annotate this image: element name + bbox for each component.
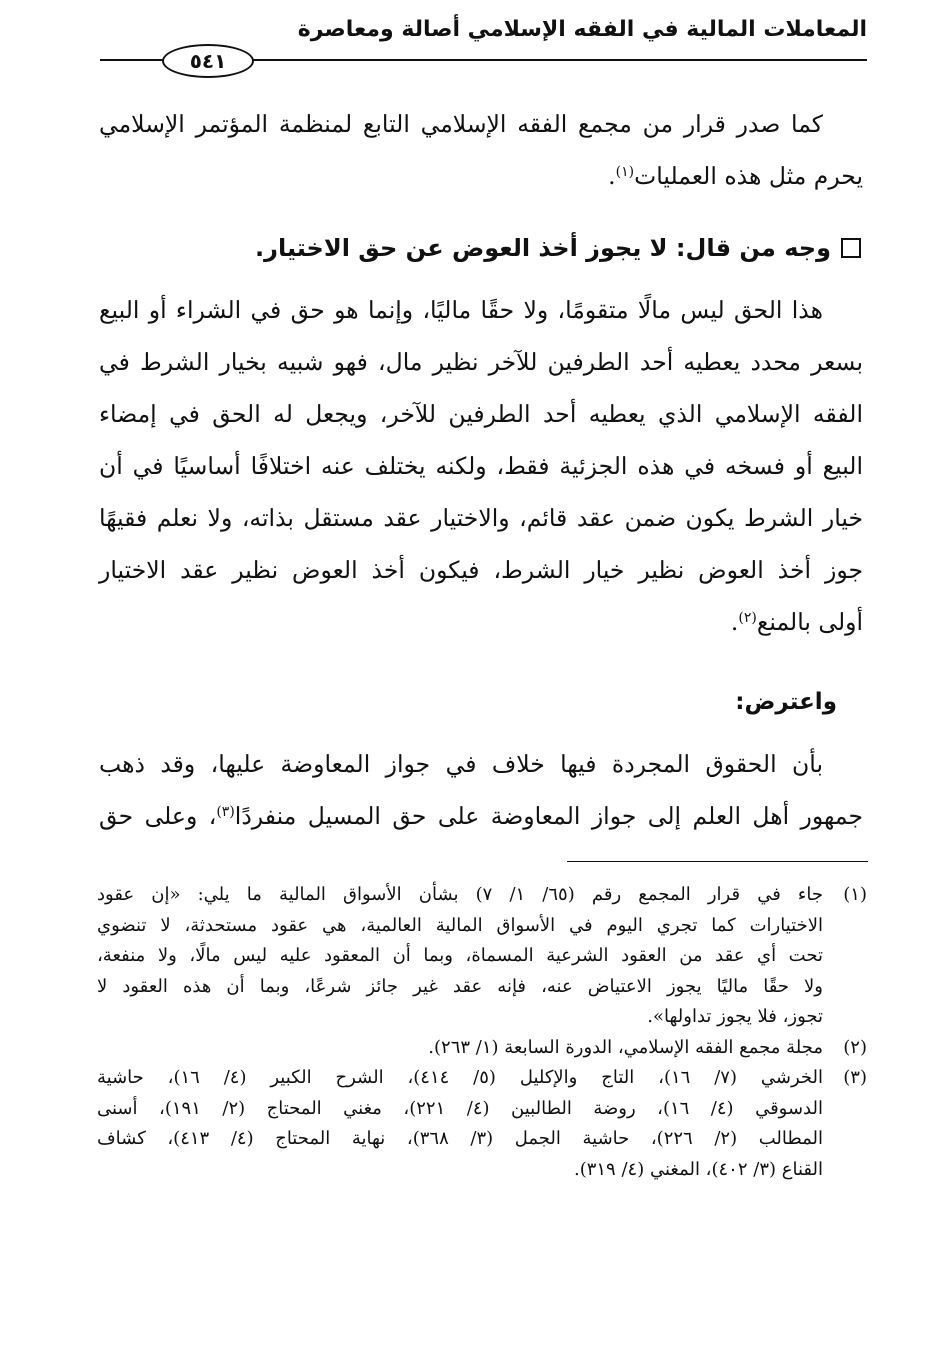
paragraph-2-line-3: الفقه الإسلامي الذي يعطيه أحد الطرفين للآخر، ويجعل له الحق في إمضاء: [99, 400, 863, 428]
paragraph-1-line-2: يحرم مثل هذه العمليات$^{(١)}$.: [608, 162, 863, 190]
paragraph-2-line-1: هذا الحق ليس مالًا متقومًا، ولا حقًا ماليًا، وإنما هو حق في الشراء أو البيع: [99, 296, 823, 324]
footnote-2: [97, 1033, 867, 1064]
paragraph-2-line-5: خيار الشرط يكون ضمن عقد قائم، والاختيار عقد مستقل بذاته، ولا نعلم فقيهًا: [99, 504, 863, 532]
footnote-separator: [567, 861, 868, 862]
section-heading: [101, 228, 861, 268]
footnote-ref-1[interactable]: (١): [615, 164, 635, 180]
square-bullet-icon: [841, 238, 861, 258]
paragraph-3-line-2: جمهور أهل العلم إلى جواز المعاوضة على حق المسيل منفردًا$^{(٣)}$، وعلى حق: [99, 802, 863, 830]
paragraph-2-line-6: جوز أخذ العوض نظير خيار الشرط، فيكون أخذ العوض نظير عقد الاختيار: [99, 556, 863, 584]
footnote-text: مجلة مجمع الفقه الإسلامي، الدورة السابعة (١/ ٢٦٣).: [428, 1036, 823, 1058]
footnote-3: [97, 1063, 867, 1185]
footnote-text: الخرشي (٧/ ١٦)، التاج والإكليل (٥/ ٤١٤)، الشرح الكبير (٤/ ١٦)، حاشية الدسوقي (٤/ ١٦)، روضة الطالبين (٤/ ٢٢١)، مغني المحتاج (٢/ ١٩١)، أسنى المطالب (٢/ ٢٢٦)، حاشية الجمل (٣/ ٣٦٨)، نهاية المحتاج (٤/ ٤١٣)، كشاف القناع (٣/ ٤٠٢)، المغني (٤/ ٣١٩).: [97, 1067, 823, 1180]
section-heading-text: وجه من قال: لا يجوز أخذ العوض عن حق الاختيار.: [255, 234, 831, 262]
paragraph-2-line-7: أولى بالمنع$^{(٢)}$.: [730, 608, 863, 636]
footnote-number: (٣): [843, 1067, 867, 1088]
paragraph-3: [99, 738, 863, 842]
paragraph-1-line-1: كما صدر قرار من مجمع الفقه الإسلامي التابع لمنظمة المؤتمر الإسلامي: [99, 110, 823, 138]
paragraph-3-line-1: بأن الحقوق المجردة فيها خلاف في جواز المعاوضة عليها، وقد ذهب: [99, 750, 823, 778]
footnotes: [97, 880, 867, 1185]
objection-label: واعترض:: [735, 689, 837, 715]
footnote-ref-3[interactable]: (٣): [216, 804, 235, 820]
paragraph-1: [99, 98, 863, 202]
paragraph-2: [99, 284, 863, 648]
footnote-number: (١): [843, 884, 867, 905]
paragraph-2-line-2: بسعر محدد يعطيه أحد الطرفين للآخر نظير مال، فهو شبيه بخيار الشرط في: [99, 348, 863, 376]
page-number-oval: ٥٤١: [162, 44, 254, 78]
footnote-1: [97, 880, 867, 1033]
footnote-number: (٢): [843, 1036, 867, 1058]
paragraph-2-line-4: البيع أو فسخه في هذه الجزئية فقط، ولكنه يختلف عنه اختلافًا أساسيًا في أن: [99, 452, 863, 480]
footnote-text: جاء في قرار المجمع رقم (٦٥/ ١/ ٧) بشأن الأسواق المالية ما يلي: «إن عقود الاختيارات كما تجري اليوم في الأسواق المالية العالمية، هي عقود مستحدثة، لا تنضوي تحت أي عقد من العقود الشرعية المسماة، وبما أن المعقود عليه ليس مالًا، ولا منفعة، ولا حقًا ماليًا يجوز الاعتياض عنه، فإنه عقد غير جائز شرعًا، وبما أن هذه العقود لا تجوز، فلا يجوز تداولها».: [97, 884, 823, 1027]
running-title: المعاملات المالية في الفقه الإسلامي أصالة ومعاصرة: [297, 17, 867, 42]
footnote-ref-2[interactable]: (٢): [738, 610, 757, 626]
